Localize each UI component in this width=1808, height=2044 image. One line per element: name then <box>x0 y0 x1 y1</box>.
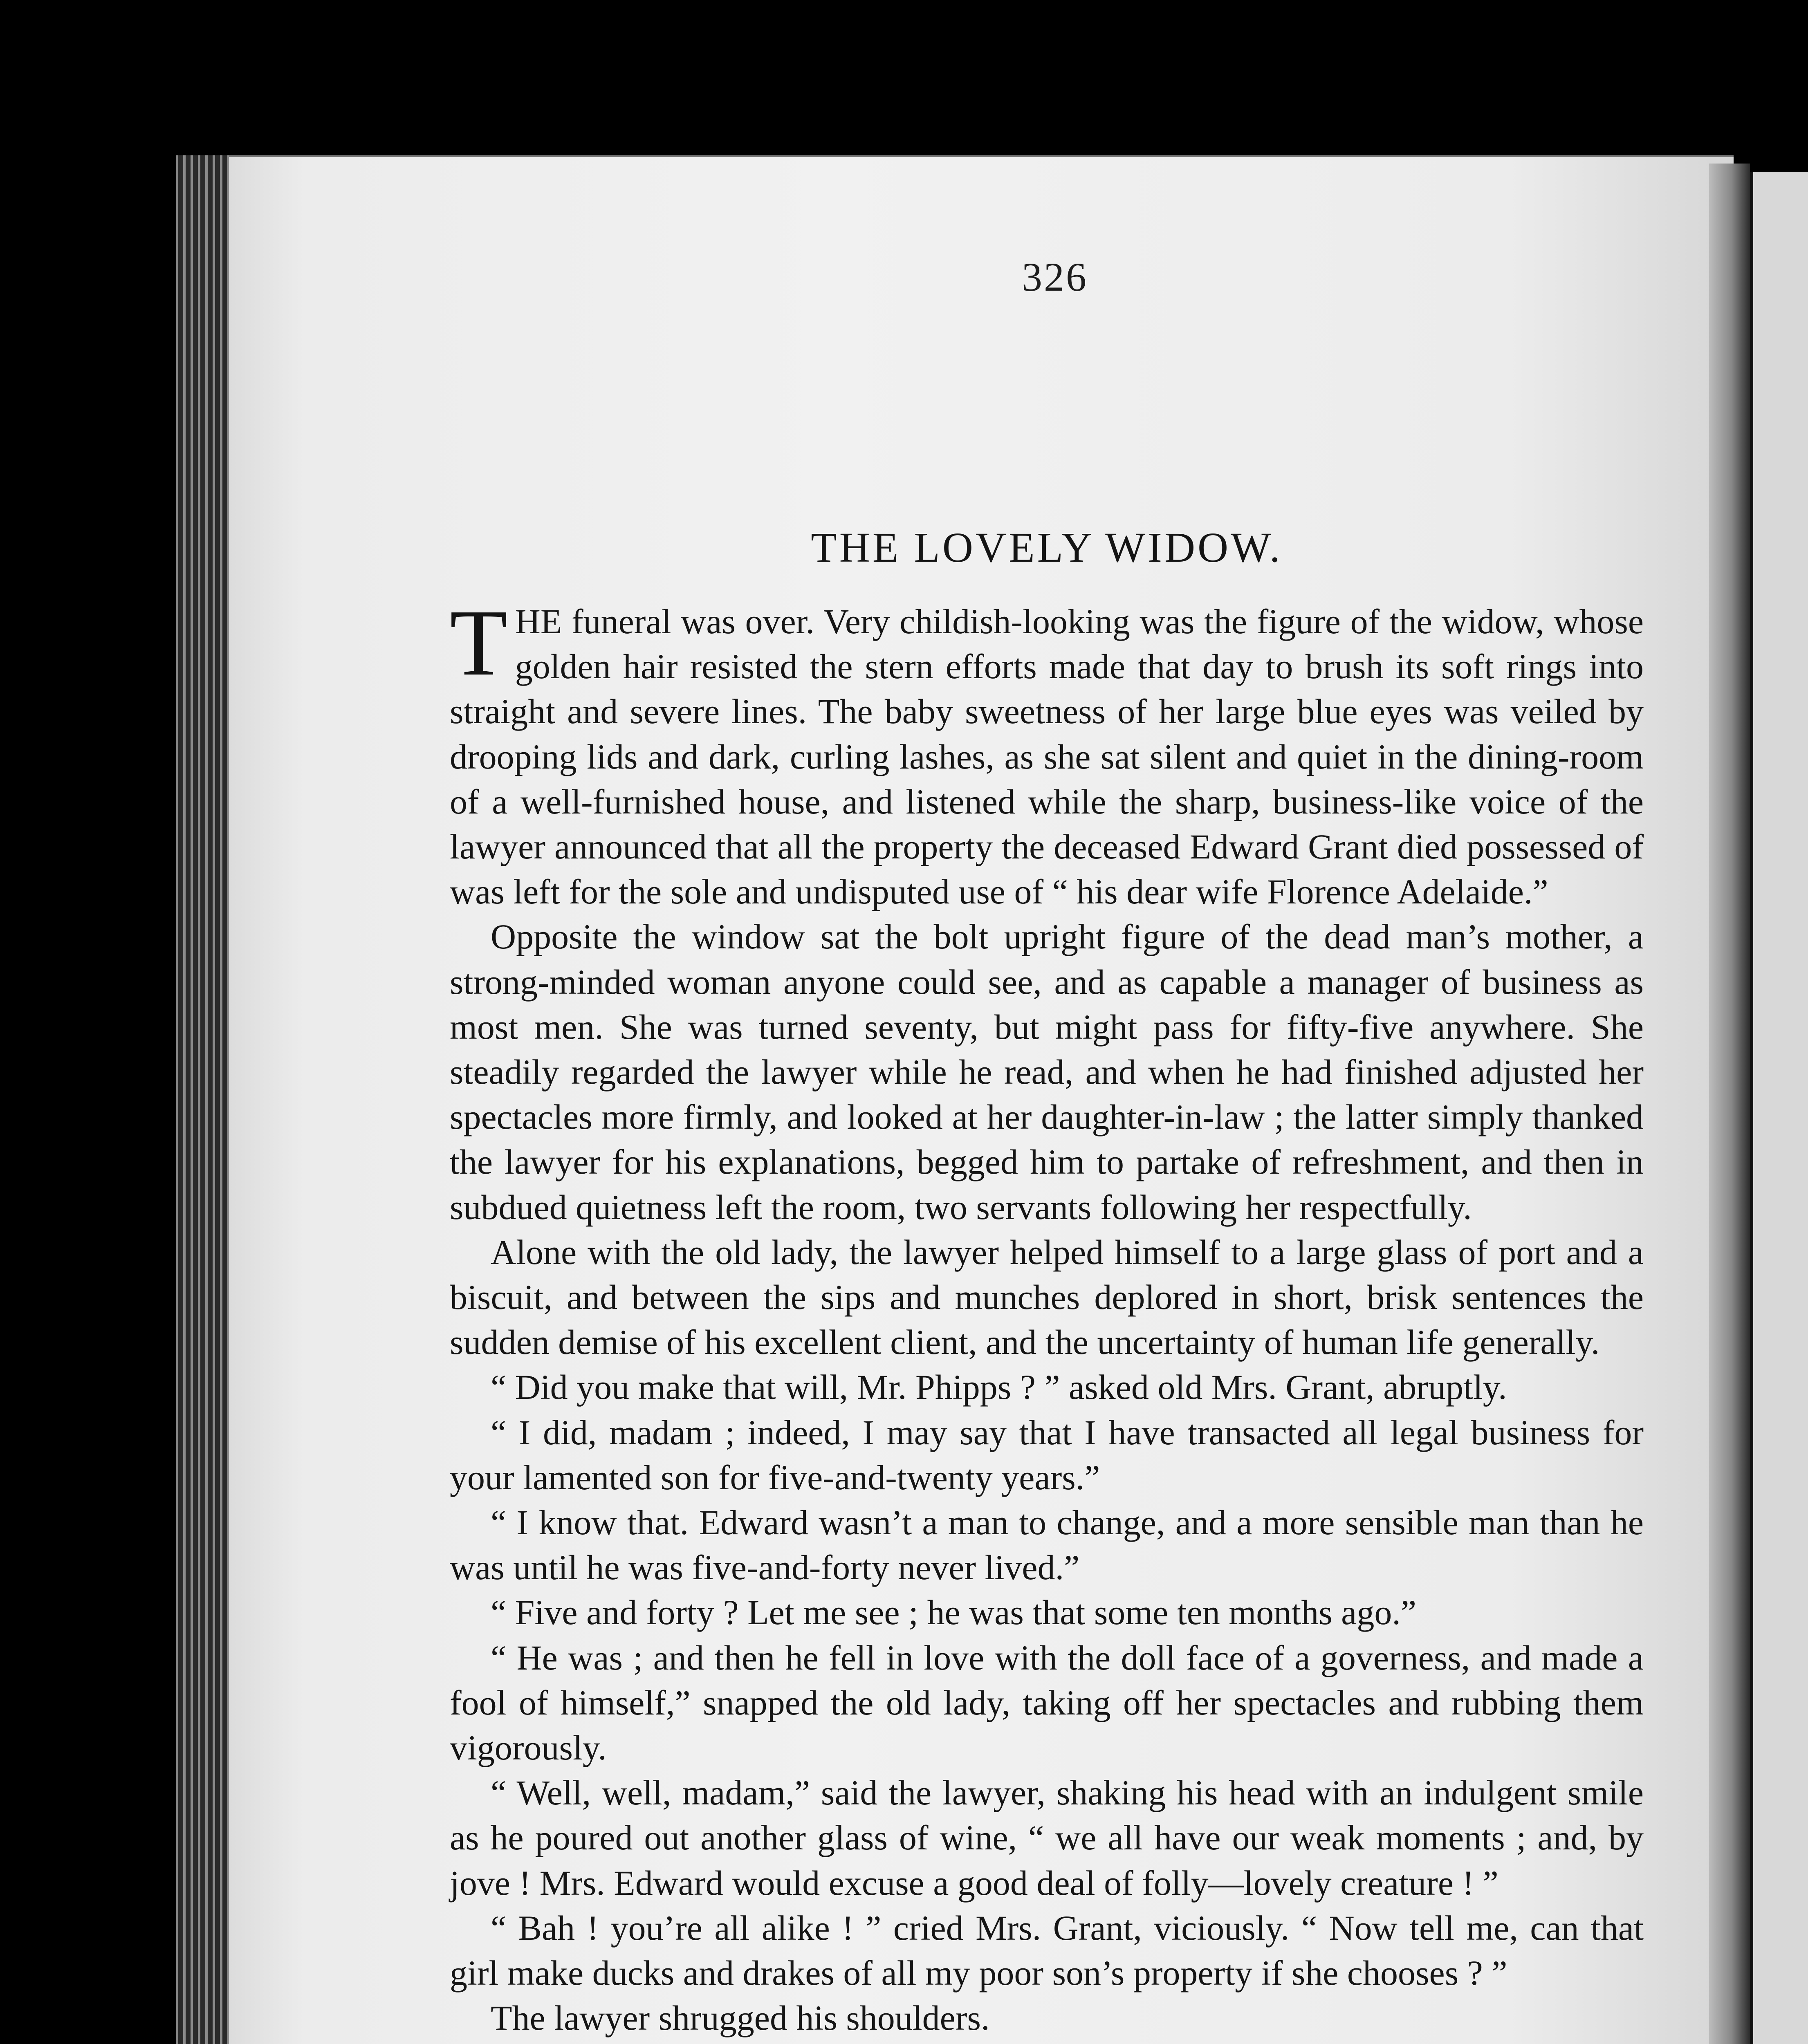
drop-cap: T <box>450 590 508 695</box>
next-page-edge <box>1750 172 1808 2044</box>
paragraph-text: HE funeral was over. Very childish-looking was the figure of the widow, whose golden hair resisted the stern efforts made that day to brush its soft rings into straight and severe lines. The baby sweetness of her large blue eyes was veiled by drooping lids and dark, curling lashes, as she sat silent and quiet in the dining-room of a well-furnished house, and listened while the sharp, business-like voice of the lawyer announced that all the property the deceased Edward Grant died possessed of was left for the sole and undisputed use of “ his dear wife Florence Adelaide.” <box>450 602 1644 912</box>
paragraph-10: “ Bah ! you’re all alike ! ” cried Mrs. Grant, viciously. “ Now tell me, can that girl make ducks and drakes of all my poor son’s property if she chooses ? ” <box>450 1908 1644 1993</box>
page-gutter <box>1709 164 1750 2044</box>
paragraph-8: “ He was ; and then he fell in love with the doll face of a governess, and made a fool of himself,” snapped the old lady, taking off her spectacles and rubbing them vigorously. <box>450 1638 1644 1768</box>
paragraph-6: “ I know that. Edward wasn’t a man to change, and a more sensible man than he was until he was five-and-forty never lived.” <box>450 1503 1644 1587</box>
paragraph-1 <box>450 590 1644 914</box>
paragraph-11: The lawyer shrugged his shoulders. <box>491 1998 990 2038</box>
paragraph-4: “ Did you make that will, Mr. Phipps ? ” asked old Mrs. Grant, abruptly. <box>491 1367 1507 1407</box>
paragraph-9: “ Well, well, madam,” said the lawyer, shaking his head with an indulgent smile as he poured out another glass of wine, “ we all have our weak moments ; and, by jove ! Mrs. Edward would excuse a good deal of folly—lovely creature ! ” <box>450 1773 1644 1903</box>
story-title: THE LOVELY WIDOW. <box>811 524 1283 571</box>
page-number: 326 <box>1022 254 1088 300</box>
paragraph-5: “ I did, madam ; indeed, I may say that I have transacted all legal business for your lamented son for five-and-twenty years.” <box>450 1412 1644 1497</box>
paragraph-3: Alone with the old lady, the lawyer helped himself to a large glass of port and a biscuit, and between the sips and munches deplored in short, brisk sentences the sudden demise of his excellent client, and the uncertainty of human life generally. <box>450 1232 1644 1362</box>
paragraph-2: Opposite the window sat the bolt upright figure of the dead man’s mother, a strong-minded woman anyone could see, and as capable a manager of business as most men. She was turned seventy, but might pass for fifty-five anywhere. She steadily regarded the lawyer while he read, and when he had finished adjusted her spectacles more firmly, and looked at her daughter-in-law ; the latter simply thanked the lawyer for his explanations, begged him to partake of refreshment, and then in subdued quietness left the room, two servants following her respectfully. <box>450 917 1644 1227</box>
paragraph-7: “ Five and forty ? Let me see ; he was that some ten months ago.” <box>491 1593 1417 1632</box>
story-body <box>450 590 1644 2041</box>
book-binding-edge <box>176 155 233 2044</box>
